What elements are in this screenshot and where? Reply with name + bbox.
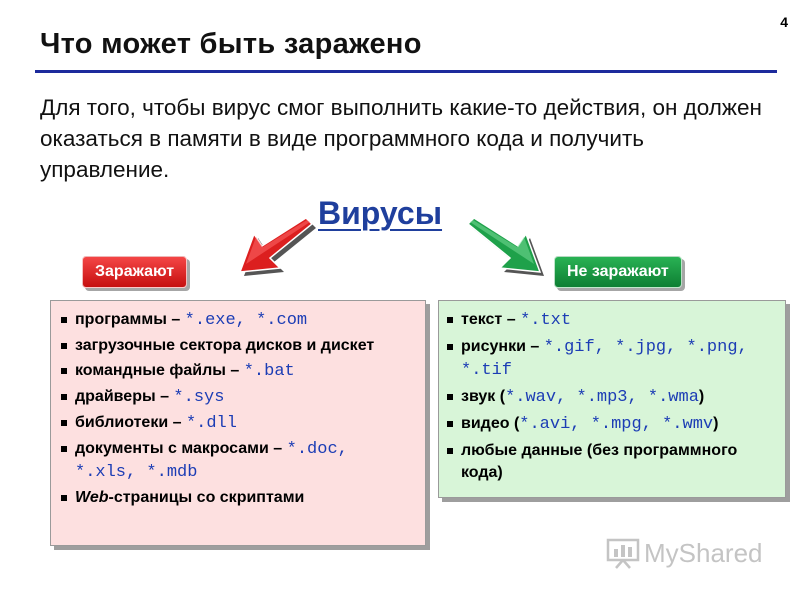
list-item: рисунки – *.gif, *.jpg, *.png, *.tif: [439, 336, 779, 382]
watermark-text: MyShared: [644, 537, 763, 568]
list-item: текст – *.txt: [439, 309, 779, 332]
infected-types-box: [50, 300, 426, 546]
list-item: программы – *.exe, *.com: [51, 309, 419, 332]
list-item: драйверы – *.sys: [51, 386, 419, 409]
list-item: библиотеки – *.dll: [51, 412, 419, 435]
not-infects-label: Не заражают: [554, 256, 682, 288]
page-number: 4: [780, 14, 788, 30]
intro-paragraph: Для того, чтобы вирус смог выполнить какие-то действия, он должен оказаться в памяти в виде программного кода и получить управление.: [40, 95, 762, 182]
list-item: загрузочные сектора дисков и дискет: [51, 335, 419, 357]
viruses-heading: Вирусы: [318, 195, 443, 231]
arrow-right-icon: [464, 216, 544, 280]
safe-types-box: [438, 300, 786, 498]
page-title: Что может быть заражено: [40, 28, 422, 60]
arrow-left-icon: [236, 216, 316, 280]
list-item: Web-страницы со скриптами: [51, 487, 419, 509]
presentation-icon: [606, 537, 640, 569]
list-item: документы с макросами – *.doc, *.xls, *.mdb: [51, 438, 419, 484]
title-divider: [35, 70, 777, 73]
list-item: видео (*.avi, *.mpg, *.wmv): [439, 413, 779, 436]
watermark: [606, 536, 763, 570]
infects-label: Заражают: [82, 256, 187, 288]
safe-types-list: [439, 301, 785, 484]
list-item: командные файлы – *.bat: [51, 360, 419, 383]
list-item: звук (*.wav, *.mp3, *.wma): [439, 386, 779, 409]
infected-types-list: [51, 301, 425, 509]
list-item: любые данные (без программного кода): [439, 440, 779, 484]
